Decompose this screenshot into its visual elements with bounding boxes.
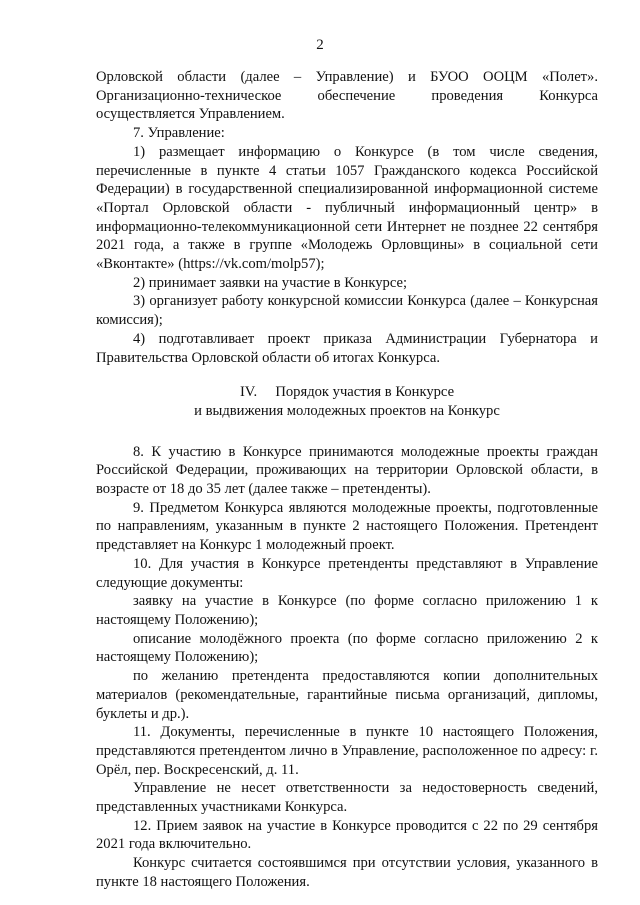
paragraph-item-10: 10. Для участия в Конкурсе претенденты представляют в Управление следующие документы: — [96, 555, 598, 591]
page-number: 2 — [316, 37, 324, 53]
paragraph-doc-application: заявку на участие в Конкурсе (по форме согласно приложению 1 к настоящему Положению); — [96, 593, 598, 628]
paragraph-management-intro: Орловской области (далее – Управление) и БУОО ООЦМ «Полет». Организационно-техническое обеспечение проведения Конкурса осуществляется Управлением. — [96, 69, 598, 123]
paragraph-liability: Управление не несет ответственности за недостоверность сведений, представленных участниками Конкурса. — [96, 780, 598, 816]
paragraph-doc-project-description: описание молодёжного проекта (по форме согласно приложению 2 к настоящему Положению); — [96, 630, 598, 666]
section-heading-iv — [96, 383, 598, 420]
paragraph-item-7-2: 2) принимает заявки на участие в Конкурсе; — [133, 274, 408, 291]
paragraph-doc-additional-materials: по желанию претендента предоставляются копии дополнительных материалов (рекомендательные, гарантийные письма организаций, дипломы, буклеты и др.). — [96, 668, 598, 722]
paragraph-item-12: 12. Прием заявок на участие в Конкурсе проводится с 22 по 29 сентября 2021 года включительно. — [96, 817, 598, 853]
section-heading-line-1: IV. Порядок участия в Конкурсе — [239, 384, 455, 401]
paragraph-item-9: 9. Предметом Конкурса являются молодежные проекты, подготовленные по направлениям, указанным в пункте 2 настоящего Положения. Претендент представляет на Конкурс 1 молодежный проект. — [96, 499, 598, 554]
section-heading-line-2: и выдвижения молодежных проектов на Конкурс — [194, 402, 500, 419]
paragraph-item-11: 11. Документы, перечисленные в пункте 10 настоящего Положения, представляются претендентом лично в Управление, расположенное по адресу: г. Орёл, пер. Воскресенский, д. 11. — [96, 724, 598, 778]
paragraph-item-7: 7. Управление: — [133, 125, 225, 142]
paragraph-item-7-1: 1) размещает информацию о Конкурсе (в том числе сведения, перечисленные в пункте 4 статьи 1057 Гражданского кодекса Российской Федерации) в государственной специализированной информационной системе «Портал Орловской области - публичный информационный центр» в информационно-телекоммуникационной сети Интернет не позднее 22 сентября 2021 года, а также в группе «Молодежь Орловщины» в социальной сети «Вконтакте» (https://vk.com/molp57); — [96, 143, 598, 273]
paragraph-item-7-3: 3) организует работу конкурсной комиссии Конкурса (далее – Конкурсная комиссия); — [96, 293, 598, 329]
paragraph-item-8: 8. К участию в Конкурсе принимаются молодежные проекты граждан Российской Федерации, проживающих на территории Орловской области, в возрасте от 18 до 35 лет (далее также – претенденты). — [96, 443, 598, 498]
paragraph-item-7-4: 4) подготавливает проект приказа Администрации Губернатора и Правительства Орловской области об итогах Конкурса. — [96, 330, 598, 366]
paragraph-contest-valid: Конкурс считается состоявшимся при отсутствии условия, указанного в пункте 18 настоящего Положения. — [96, 855, 598, 890]
document-body — [96, 68, 598, 892]
